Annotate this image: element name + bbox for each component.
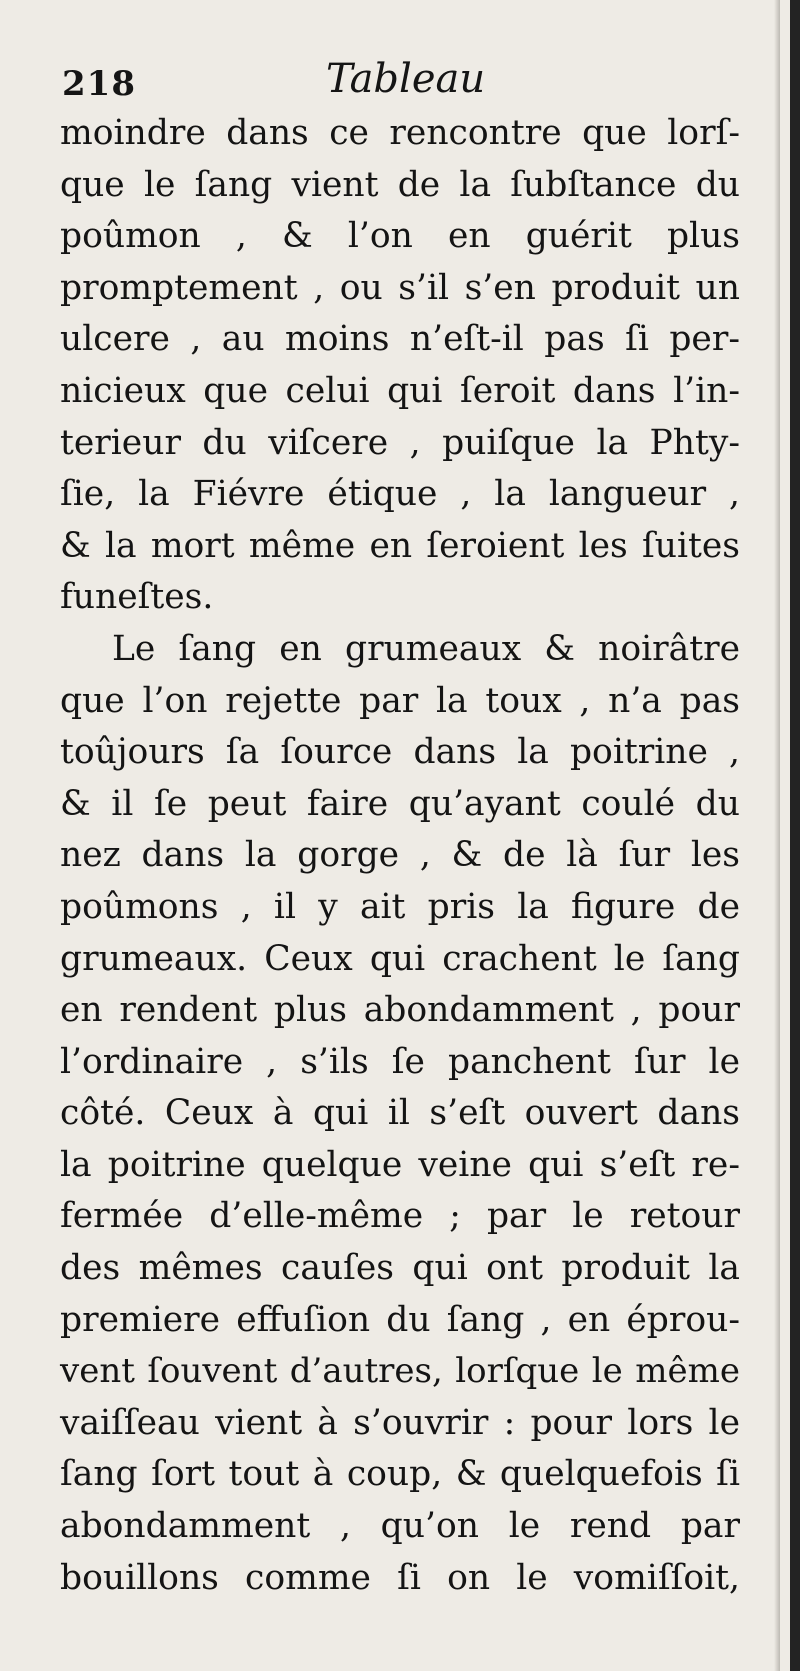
text-line: grumeaux. Ceux qui crachent le ſang	[60, 938, 740, 979]
body-text	[60, 108, 740, 1604]
text-line: que l’on rejette par la toux , n’a pas	[60, 680, 740, 721]
text-line: des mêmes cauſes qui ont produit la	[60, 1248, 740, 1289]
text-line: côté. Ceux à qui il s’eſt ouvert dans	[60, 1093, 740, 1134]
text-line: promptement , ou s’il s’en produit un	[60, 267, 740, 308]
text-line: toûjours ſa ſource dans la poitrine ,	[60, 732, 740, 773]
text-line: poûmon , & l’on en guérit plus	[60, 216, 740, 257]
text-line: funeſtes.	[60, 577, 214, 618]
text-line: vaiſſeau vient à s’ouvrir : pour lors le	[60, 1402, 740, 1443]
text-line: que le ſang vient de la ſubſtance du	[60, 164, 740, 205]
text-line: vent ſouvent d’autres, lorſque le même	[60, 1351, 740, 1392]
text-line: ſie, la Fiévre étique , la langueur ,	[60, 474, 740, 515]
page-header	[62, 56, 742, 116]
text-line: terieur du viſcere , puiſque la Phty-	[60, 422, 740, 463]
text-line: poûmons , il y ait pris la figure de	[60, 886, 740, 927]
paragraph-2	[60, 624, 740, 1604]
text-line: bouillons comme ſi on le vomiſſoit,	[60, 1557, 740, 1598]
page-edge-shadow	[774, 0, 780, 1671]
text-line: & la mort même en ſeroient les ſuites	[60, 525, 740, 566]
text-line: moindre dans ce rencontre que lorſ-	[60, 113, 740, 153]
running-head: Tableau	[326, 56, 486, 102]
page-number: 218	[62, 64, 136, 104]
paragraph-1	[60, 108, 740, 624]
text-line: Le ſang en grumeaux & noirâtre	[112, 628, 740, 669]
text-line: en rendent plus abondamment , pour	[60, 990, 740, 1031]
text-line: abondamment , qu’on le rend par	[60, 1506, 740, 1547]
text-line: nicieux que celui qui ſeroit dans l’in-	[60, 370, 740, 411]
text-line: premiere effuſion du ſang , en éprou-	[60, 1299, 740, 1340]
text-line: l’ordinaire , s’ils ſe panchent ſur le	[60, 1041, 740, 1082]
text-line: ſang ſort tout à coup, & quelquefois ſi	[60, 1454, 740, 1495]
text-line: fermée d’elle-même ; par le retour	[60, 1196, 740, 1237]
text-line: la poitrine quelque veine qui s’eſt re-	[60, 1144, 740, 1185]
text-line: ulcere , au moins n’eſt-il pas ſi per-	[60, 319, 740, 360]
text-line: nez dans la gorge , & de là ſur les	[60, 835, 740, 876]
binding-gutter	[790, 0, 800, 1671]
text-line: & il ſe peut faire qu’ayant coulé du	[60, 783, 740, 824]
